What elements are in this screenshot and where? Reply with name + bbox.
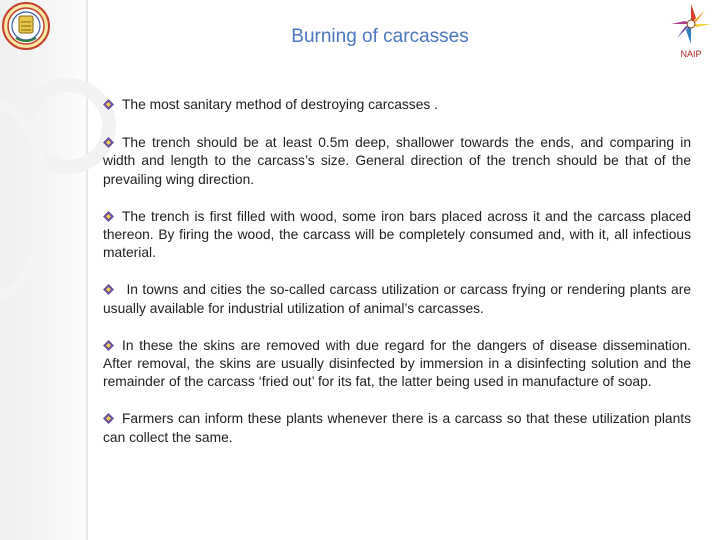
bullet-item [103, 337, 691, 392]
diamond-bullet-icon [103, 211, 114, 222]
bullet-item [103, 208, 691, 263]
diamond-bullet-icon [103, 137, 114, 148]
bullet-item [103, 134, 691, 189]
bullet-item [103, 96, 691, 114]
bullet-text: In these the skins are removed with due regard for the dangers of disease dissemination. After removal, the skins are usually disinfected by immersion in a disinfecting solution and the remainder of the carcass ‘fried out’ for its fat, the latter being used in manufacture of soap. [103, 337, 691, 390]
bullet-item [103, 281, 691, 317]
naip-logo-text: NAIP [680, 49, 702, 59]
bullet-text: The trench should be at least 0.5m deep, shallower towards the ends, and comparing in width and length to the carcass’s size. General direction of the trench should be that of the prevailing wing direction. [103, 135, 691, 187]
naip-logo [664, 2, 718, 60]
diamond-bullet-icon [103, 340, 114, 351]
slide-title: Burning of carcasses [291, 26, 469, 47]
diamond-bullet-icon [103, 284, 114, 295]
diamond-bullet-icon [103, 413, 114, 424]
bullet-text: Farmers can inform these plants whenever there is a carcass so that these utilization plants can collect the same. [103, 411, 691, 445]
diamond-bullet-icon [103, 99, 114, 110]
bullet-text: The most sanitary method of destroying carcasses . [122, 97, 438, 112]
bullet-text: The trench is first filled with wood, some iron bars placed across it and the carcass placed thereon. By firing the wood, the carcass will be completely consumed and, with it, all infectious material. [103, 208, 691, 261]
bullet-text: In towns and cities the so-called carcass utilization or carcass frying or rendering plants are usually available for industrial utilization of animal’s carcasses. [103, 282, 691, 316]
bullet-list [103, 96, 691, 447]
institution-emblem-logo [2, 2, 50, 50]
bullet-item [103, 410, 691, 446]
